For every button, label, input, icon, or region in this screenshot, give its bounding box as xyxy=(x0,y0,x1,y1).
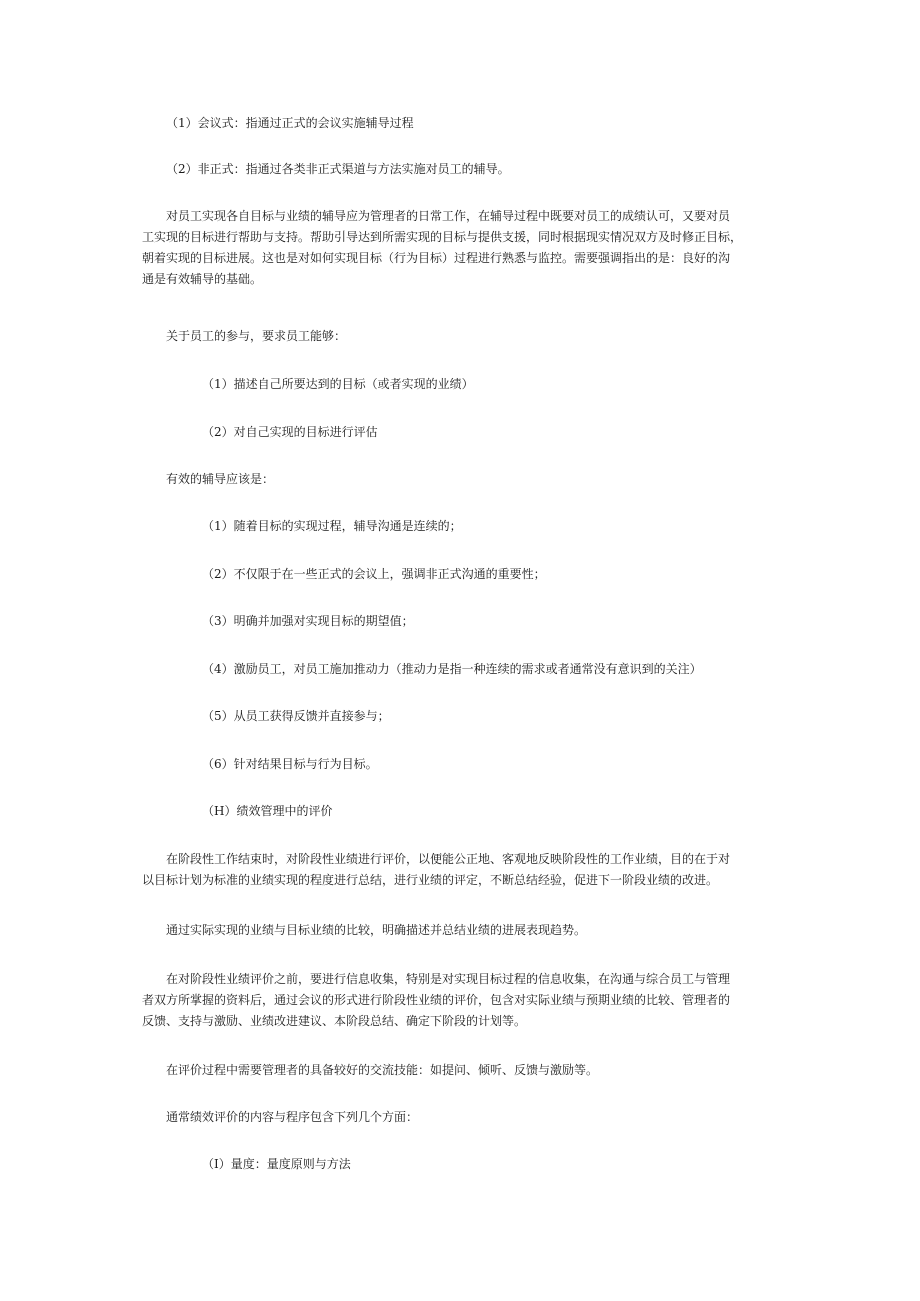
paragraph-content-intro: 通常绩效评价的内容与程序包含下列几个方面： xyxy=(166,1110,419,1124)
paragraph-line: 工实现的目标进行帮助与支持。帮助引导达到所需实现的目标与提供支援，同时根据现实情况双方及时修正目标， xyxy=(142,230,743,244)
paragraph-line: 朝着实现的目标进展。这也是对如何实现目标（行为目标）过程进行熟悉与监控。需要强调指出的是：良好的沟 xyxy=(142,251,731,265)
paragraph-info-collection xyxy=(142,969,792,1032)
participation-intro: 关于员工的参与，要求员工能够： xyxy=(166,329,347,343)
paragraph-line: 通是有效辅导的基础。 xyxy=(142,272,263,286)
section-heading: （H）绩效管理中的评价 xyxy=(202,804,333,818)
paragraph-line: 在阶段性工作结束时，对阶段性业绩进行评价，以便能公正地、客观地反映阶段性的工作业绩，目的在于对 xyxy=(166,852,731,866)
effective-item: （3）明确并加强对实现目标的期望值； xyxy=(202,614,414,628)
paragraph-line: 在对阶段性业绩评价之前，要进行信息收集，特别是对实现目标过程的信息收集，在沟通与综合员工与管理 xyxy=(166,972,731,986)
list-item-measurement: （I）量度：量度原则与方法 xyxy=(202,1157,351,1171)
effective-item: （1）随着目标的实现过程，辅导沟通是连续的； xyxy=(202,519,462,533)
effective-item: （6）针对结果目标与行为目标。 xyxy=(202,757,378,771)
participation-item: （2）对自己实现的目标进行评估 xyxy=(202,425,378,439)
paragraph-coaching xyxy=(142,206,792,290)
effective-intro: 有效的辅导应该是： xyxy=(166,472,275,486)
paragraph-evaluation xyxy=(142,849,792,891)
paragraph-comparison: 通过实际实现的业绩与目标业绩的比较，明确描述并总结业绩的进展表现趋势。 xyxy=(166,923,587,937)
paragraph-line: 者双方所掌握的资料后，通过会议的形式进行阶段性业绩的评价，包含对实际业绩与预期业绩的比较、管理者的 xyxy=(142,993,731,1007)
paragraph-line: 对员工实现各自目标与业绩的辅导应为管理者的日常工作，在辅导过程中既要对员工的成绩认可，又要对员 xyxy=(166,209,731,223)
participation-item: （1）描述自己所要达到的目标（或者实现的业绩） xyxy=(202,377,474,391)
effective-item: （4）激励员工，对员工施加推动力（推动力是指一种连续的需求或者通常没有意识到的关注） xyxy=(202,662,702,676)
paragraph-line: 以目标计划为标准的业绩实现的程度进行总结，进行业绩的评定，不断总结经验，促进下一阶段业绩的改进。 xyxy=(142,873,719,887)
paragraph-skills: 在评价过程中需要管理者的具备较好的交流技能：如提问、倾听、反馈与激励等。 xyxy=(166,1063,599,1077)
effective-item: （2）不仅限于在一些正式的会议上，强调非正式沟通的重要性； xyxy=(202,567,546,581)
paragraph-line: 反馈、支持与激励、业绩改进建议、本阶段总结、确定下阶段的计划等。 xyxy=(142,1014,527,1028)
effective-item: （5）从员工获得反馈并直接参与； xyxy=(202,709,390,723)
list-item-informal: （2）非正式：指通过各类非正式渠道与方法实施对员工的辅导。 xyxy=(166,162,510,176)
list-item-meeting: （1）会议式：指通过正式的会议实施辅导过程 xyxy=(166,116,414,130)
